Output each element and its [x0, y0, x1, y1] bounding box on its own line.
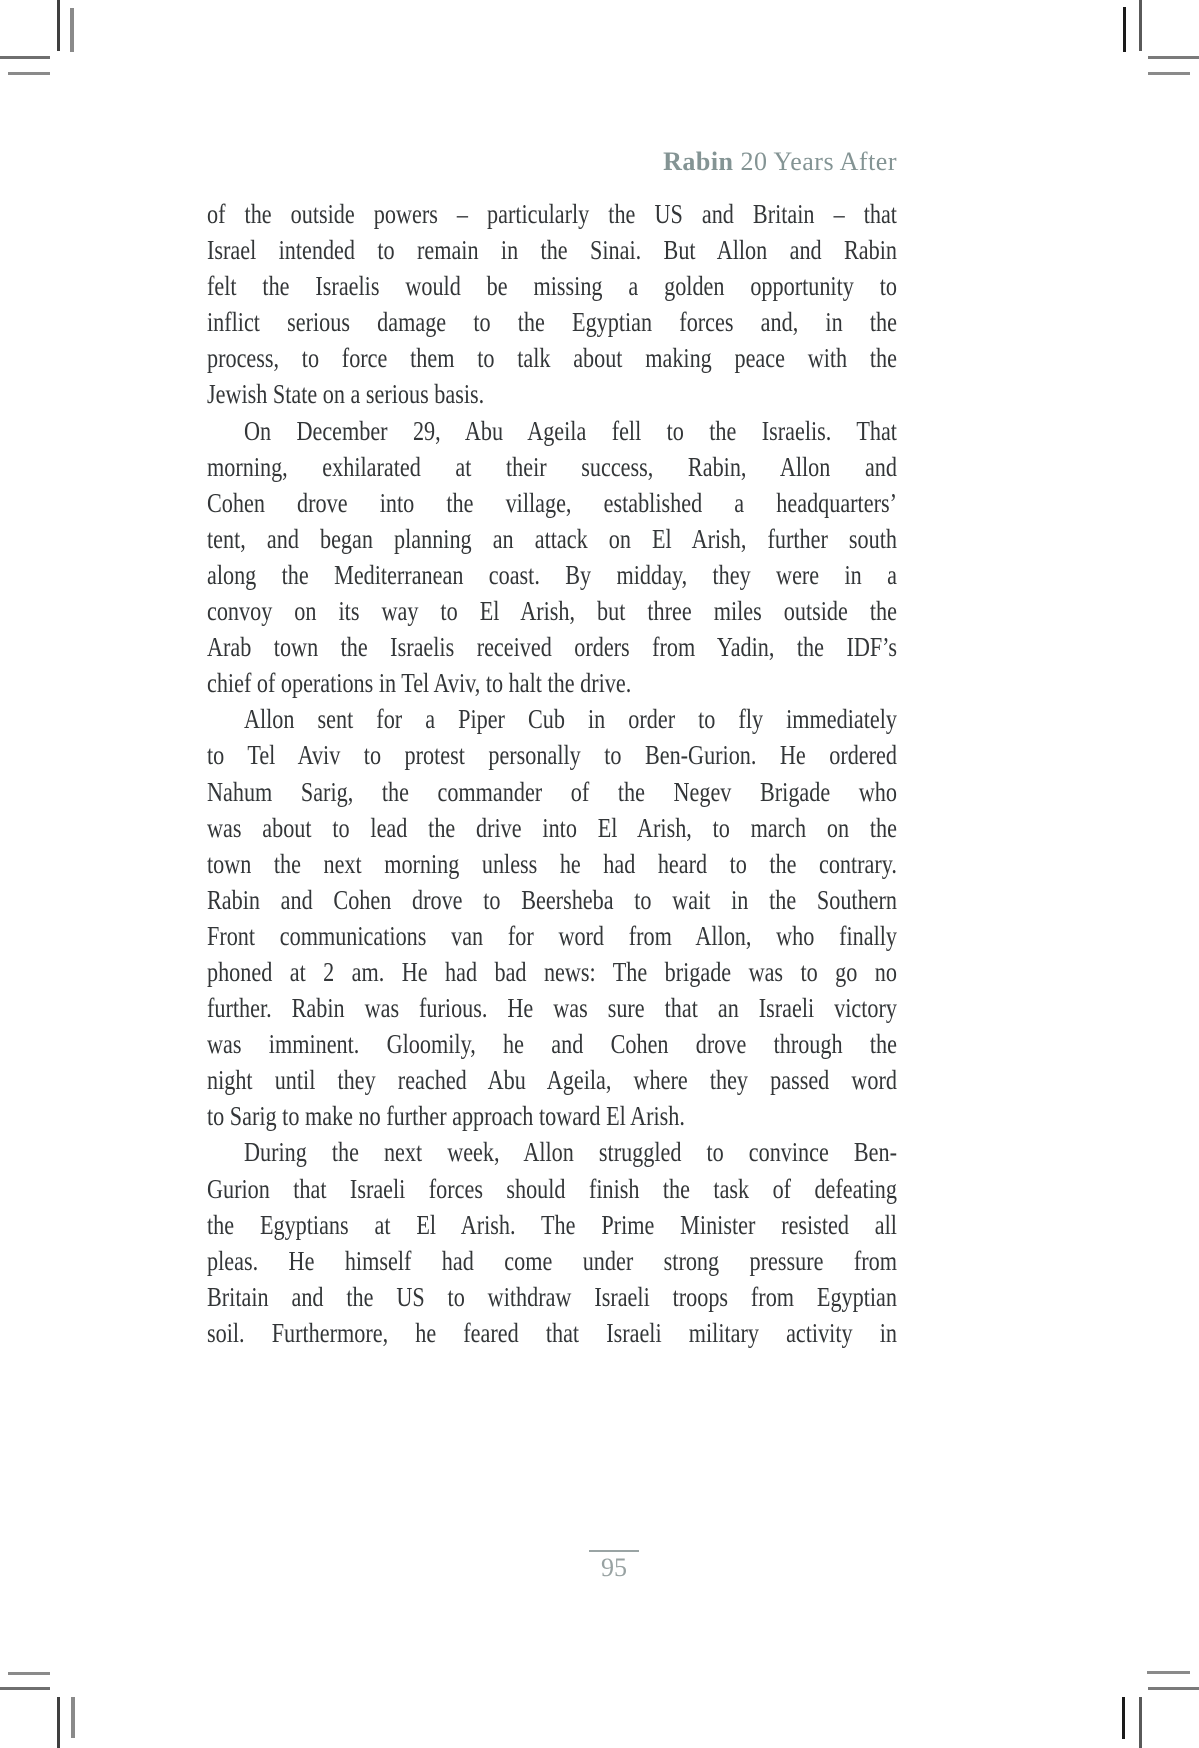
- crop-mark-top-right-h2: [1148, 72, 1190, 75]
- text-line: Israel intended to remain in the Sinai. But Allon and Rabin: [207, 235, 897, 266]
- page-number-block: [589, 1550, 639, 1583]
- crop-mark-top-left-h2: [8, 72, 50, 75]
- page-number: 95: [601, 1553, 627, 1582]
- text-line: Rabin and Cohen drove to Beersheba to wait in the Southern: [207, 884, 897, 915]
- paragraph: [207, 196, 897, 413]
- crop-mark-bottom-left-h1: [8, 1672, 50, 1675]
- text-line: to Sarig to make no further approach toward El Arish.: [207, 1101, 685, 1132]
- text-line: During the next week, Allon struggled to convince Ben-: [243, 1137, 897, 1168]
- text-line: convoy on its way to El Arish, but three miles outside the: [207, 596, 897, 627]
- text-line: Front communications van for word from Allon, who finally: [207, 920, 897, 951]
- crop-mark-top-right-v1: [1123, 7, 1126, 52]
- crop-mark-bottom-right-v2: [1139, 1697, 1142, 1748]
- text-line: inflict serious damage to the Egyptian forces and, in the: [207, 307, 897, 338]
- text-line: night until they reached Abu Ageila, where they passed word: [207, 1065, 897, 1096]
- text-line: Nahum Sarig, the commander of the Negev Brigade who: [207, 776, 897, 807]
- crop-mark-bottom-left-v1: [57, 1697, 60, 1748]
- text-line: soil. Furthermore, he feared that Israeli military activity in: [207, 1317, 897, 1348]
- text-line: Jewish State on a serious basis.: [207, 379, 485, 410]
- paragraph: [207, 1134, 897, 1351]
- crop-mark-top-left-h1: [0, 56, 50, 59]
- paragraph: [207, 701, 897, 1134]
- text-line: process, to force them to talk about making peace with the: [207, 343, 897, 374]
- text-line: of the outside powers – particularly the US and Britain – that: [207, 199, 897, 229]
- crop-mark-bottom-left-v2: [71, 1697, 75, 1738]
- crop-mark-top-left-v1: [57, 0, 60, 51]
- crop-mark-bottom-right-h2: [1148, 1687, 1199, 1690]
- text-line: Allon sent for a Piper Cub in order to fly immediately: [243, 704, 897, 735]
- running-header: [207, 147, 897, 177]
- text-line: was about to lead the drive into El Arish, to march on the: [207, 812, 897, 843]
- crop-mark-top-right-h1: [1148, 56, 1199, 59]
- text-line: morning, exhilarated at their success, Rabin, Allon and: [207, 451, 897, 482]
- text-line: further. Rabin was furious. He was sure that an Israeli victory: [207, 993, 897, 1024]
- crop-mark-bottom-right-v1: [1122, 1697, 1125, 1739]
- text-line: Gurion that Israeli forces should finish the task of defeating: [207, 1173, 897, 1204]
- text-line: chief of operations in Tel Aviv, to halt the drive.: [207, 668, 632, 699]
- paragraph: [207, 413, 897, 702]
- crop-mark-top-right-v2: [1139, 0, 1142, 51]
- text-line: to Tel Aviv to protest personally to Ben-Gurion. He ordered: [207, 740, 897, 771]
- text-line: phoned at 2 am. He had bad news: The brigade was to go no: [207, 956, 897, 987]
- text-line: Britain and the US to withdraw Israeli troops from Egyptian: [207, 1281, 897, 1312]
- text-line: felt the Israelis would be missing a golden opportunity to: [207, 271, 897, 302]
- text-line: was imminent. Gloomily, he and Cohen drove through the: [207, 1029, 897, 1060]
- text-line: town the next morning unless he had heard to the contrary.: [207, 848, 897, 879]
- running-header-book-title: Rabin: [663, 147, 734, 176]
- text-line: On December 29, Abu Ageila fell to the Israelis. That: [243, 415, 897, 446]
- body-text: [207, 196, 897, 1351]
- text-line: along the Mediterranean coast. By midday, they were in a: [207, 559, 897, 590]
- text-line: Cohen drove into the village, established a headquarters’: [207, 487, 897, 518]
- text-line: the Egyptians at El Arish. The Prime Minister resisted all: [207, 1209, 897, 1240]
- crop-mark-bottom-left-h2: [0, 1687, 50, 1690]
- text-line: pleas. He himself had come under strong pressure from: [207, 1245, 897, 1276]
- text-line: tent, and began planning an attack on El Arish, further south: [207, 523, 897, 554]
- running-header-subtitle: 20 Years After: [740, 147, 897, 176]
- crop-mark-bottom-right-h1: [1147, 1671, 1190, 1674]
- text-line: Arab town the Israelis received orders from Yadin, the IDF’s: [207, 632, 897, 663]
- crop-mark-top-left-v2: [70, 8, 74, 52]
